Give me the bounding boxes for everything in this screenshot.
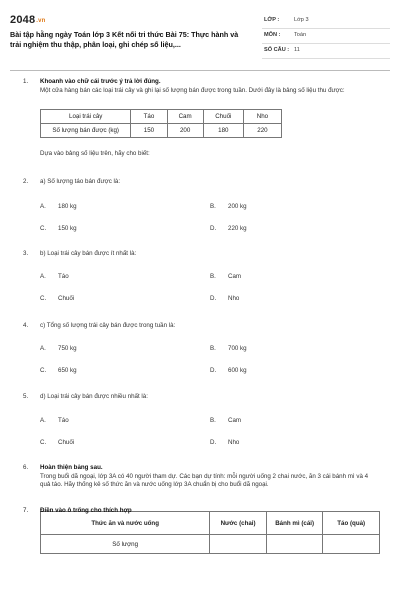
logo-suffix: .vn: [36, 18, 46, 24]
question-number: 7.: [23, 507, 29, 514]
table-cell: Táo (quả): [323, 512, 380, 535]
option-text: 200 kg: [228, 203, 247, 210]
question-number: 3.: [23, 250, 29, 257]
table-header-row: [41, 110, 282, 124]
meta-row-count: [262, 44, 390, 59]
table-cell: 180: [203, 124, 243, 138]
meta-value: Lớp 3: [294, 17, 309, 23]
document-title: Bài tập hằng ngày Toán lớp 3 Kết nối tri thức Bài 75: Thực hành và trải nghiệm thu thập, phân loại, ghi chép số liệu,...: [10, 30, 239, 49]
meta-value: Toán: [294, 32, 307, 38]
question-stem: c) Tổng số lượng trái cây bán được trong tuần là:: [40, 322, 176, 329]
question-number: 6.: [23, 464, 29, 471]
option-text: Nho: [228, 295, 240, 302]
table-cell: Số lượng: [41, 535, 210, 554]
option-letter: B.: [210, 417, 216, 424]
answer-cell-apple[interactable]: [323, 535, 380, 554]
question-title: Khoanh vào chữ cái trước ý trả lời đúng.: [40, 78, 161, 85]
option-text: 700 kg: [228, 345, 247, 352]
option-text: 150 kg: [58, 225, 77, 232]
table-cell: Táo: [131, 110, 167, 124]
question-stem: d) Loại trái cây bán được nhiều nhất là:: [40, 393, 148, 400]
option-letter: A.: [40, 203, 46, 210]
option-text: Táo: [58, 417, 69, 424]
food-drink-table: [40, 511, 380, 554]
question-body: [40, 78, 380, 95]
question-number: 1.: [23, 78, 29, 85]
question-followup: Dựa vào bảng số liệu trên, hãy cho biết:: [40, 150, 150, 157]
table-cell: 220: [243, 124, 281, 138]
meta-key: LỚP :: [264, 17, 280, 23]
question-body: [40, 464, 380, 490]
table-cell: 150: [131, 124, 167, 138]
option-text: 220 kg: [228, 225, 247, 232]
option-letter: D.: [210, 367, 217, 374]
table-cell: Thức ăn và nước uống: [41, 512, 210, 535]
table-cell: Loại trái cây: [41, 110, 131, 124]
question-intro: Một cửa hàng bán các loại trái cây và ghi lại số lượng bán được trong tuần. Dưới đây là bảng số liệu thu được:: [40, 86, 345, 94]
answer-cell-bread[interactable]: [266, 535, 323, 554]
fruit-sales-table: [40, 109, 282, 138]
option-letter: C.: [40, 439, 47, 446]
option-text: 650 kg: [58, 367, 77, 374]
option-letter: D.: [210, 225, 217, 232]
option-text: 180 kg: [58, 203, 77, 210]
option-letter: B.: [210, 345, 216, 352]
option-letter: A.: [40, 417, 46, 424]
meta-row-class: [262, 14, 390, 29]
meta-box: [262, 14, 390, 59]
table-cell: Cam: [167, 110, 203, 124]
question-stem: b) Loại trái cây bán được ít nhất là:: [40, 250, 137, 257]
option-letter: D.: [210, 439, 217, 446]
table-cell: Số lượng bán được (kg): [41, 124, 131, 138]
option-letter: A.: [40, 273, 46, 280]
table-cell: Bánh mì (cái): [266, 512, 323, 535]
option-text: Nho: [228, 439, 240, 446]
option-letter: D.: [210, 295, 217, 302]
meta-value: 11: [294, 47, 300, 53]
option-text: Táo: [58, 273, 69, 280]
table-cell: Nho: [243, 110, 281, 124]
table-row: [41, 124, 282, 138]
question-title: Điền vào ô trống cho thích hợp: [40, 507, 132, 514]
option-letter: C.: [40, 295, 47, 302]
option-text: Chuối: [58, 439, 75, 446]
question-number: 4.: [23, 322, 29, 329]
option-text: Cam: [228, 273, 242, 280]
meta-key: SỐ CÂU :: [264, 47, 290, 53]
question-stem: a) Số lượng táo bán được là:: [40, 178, 121, 185]
site-logo[interactable]: [10, 14, 46, 26]
option-letter: B.: [210, 203, 216, 210]
header-divider: [10, 70, 390, 71]
option-letter: A.: [40, 345, 46, 352]
meta-key: MÔN :: [264, 32, 281, 38]
option-text: 600 kg: [228, 367, 247, 374]
table-row: [41, 535, 380, 554]
question-intro: Trong buổi dã ngoại, lớp 3A có 40 người tham dự. Các bạn dự tính: mỗi người uống 2 chai nước, ăn 3 cái bánh mì và 4 quả táo. Hãy thống kê số thức ăn và nước uống lớp 3A chuẩn bị cho buổi dã ngoại.: [40, 472, 369, 488]
question-title: Hoàn thiện bảng sau.: [40, 464, 103, 471]
question-number: 2.: [23, 178, 29, 185]
table-cell: 200: [167, 124, 203, 138]
logo-text: 2048: [10, 14, 36, 26]
option-text: Cam: [228, 417, 242, 424]
table-cell: Nước (chai): [210, 512, 267, 535]
option-text: 750 kg: [58, 345, 77, 352]
option-letter: C.: [40, 367, 47, 374]
question-number: 5.: [23, 393, 29, 400]
answer-cell-water[interactable]: [210, 535, 267, 554]
option-letter: C.: [40, 225, 47, 232]
option-letter: B.: [210, 273, 216, 280]
meta-row-subject: [262, 29, 390, 44]
table-cell: Chuối: [203, 110, 243, 124]
option-text: Chuối: [58, 295, 75, 302]
header: [10, 14, 390, 60]
